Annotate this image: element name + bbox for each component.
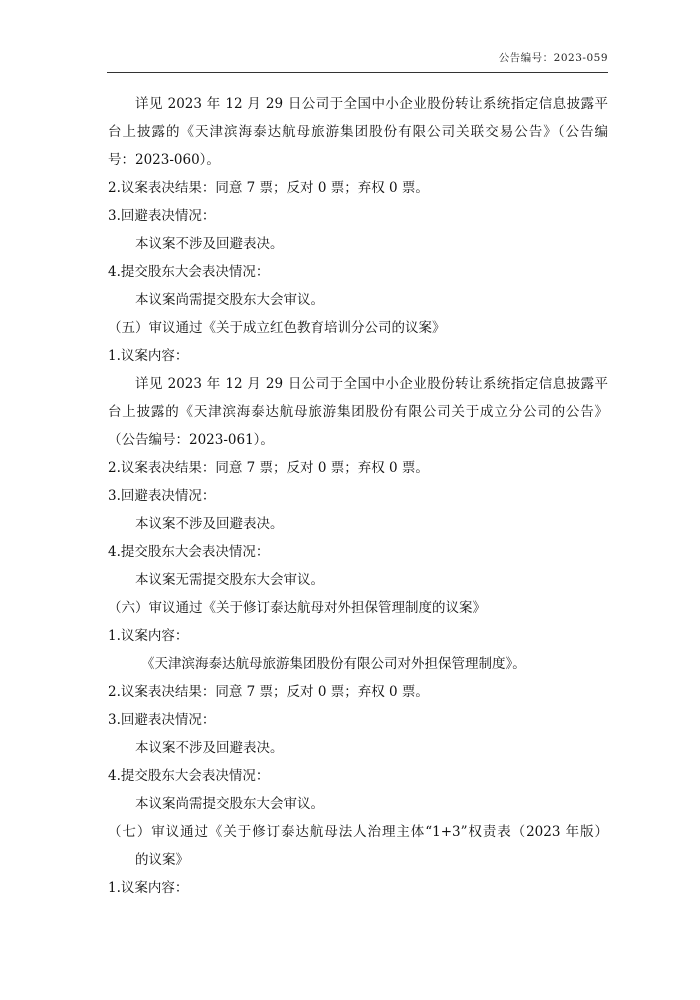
- section-title: （六）审议通过《关于修订泰达航母对外担保管理制度的议案》: [108, 600, 486, 616]
- paragraph-line: 详见 2023 年 12 月 29 日公司于全国中小企业股份转让系统指定信息披露平: [135, 96, 608, 112]
- recusal-text: 本议案不涉及回避表决。: [135, 740, 284, 756]
- content-label: 1.议案内容：: [108, 628, 189, 644]
- paragraph-line: 台上披露的《天津滨海泰达航母旅游集团股份有限公司关于成立分公司的公告》: [108, 404, 608, 420]
- vote-result: 2.议案表决结果：同意 7 票；反对 0 票；弃权 0 票。: [108, 180, 429, 196]
- content-text: 《天津滨海泰达航母旅游集团股份有限公司对外担保管理制度》。: [141, 656, 526, 672]
- vote-result: 2.议案表决结果：同意 7 票；反对 0 票；弃权 0 票。: [108, 684, 429, 700]
- paragraph-line: 号：2023-060）。: [108, 152, 220, 168]
- submit-text: 本议案尚需提交股东大会审议。: [135, 292, 324, 308]
- content-label: 1.议案内容：: [108, 880, 189, 896]
- paragraph-line: 详见 2023 年 12 月 29 日公司于全国中小企业股份转让系统指定信息披露平: [135, 376, 608, 392]
- submit-label: 4.提交股东大会表决情况：: [108, 544, 270, 560]
- header-divider: [107, 72, 608, 73]
- paragraph-line: 台上披露的《天津滨海泰达航母旅游集团股份有限公司关联交易公告》（公告编: [108, 124, 608, 140]
- recusal-text: 本议案不涉及回避表决。: [135, 516, 284, 532]
- submit-text: 本议案尚需提交股东大会审议。: [135, 796, 324, 812]
- document-body: [108, 90, 608, 902]
- recusal-label: 3.回避表决情况：: [108, 208, 216, 224]
- submit-text: 本议案无需提交股东大会审议。: [135, 572, 324, 588]
- section-title: （五）审议通过《关于成立红色教育培训分公司的议案》: [108, 320, 446, 336]
- section-title-continued: 的议案》: [135, 852, 189, 868]
- content-label: 1.议案内容：: [108, 348, 189, 364]
- announcement-code: 公告编号：2023-059: [498, 52, 608, 64]
- submit-label: 4.提交股东大会表决情况：: [108, 264, 270, 280]
- submit-label: 4.提交股东大会表决情况：: [108, 768, 270, 784]
- recusal-label: 3.回避表决情况：: [108, 488, 216, 504]
- recusal-label: 3.回避表决情况：: [108, 712, 216, 728]
- vote-result: 2.议案表决结果：同意 7 票；反对 0 票；弃权 0 票。: [108, 460, 429, 476]
- section-title: （七）审议通过《关于修订泰达航母法人治理主体“1+3”权责表（2023 年版）: [108, 824, 608, 840]
- paragraph-line: （公告编号：2023-061）。: [108, 432, 274, 448]
- recusal-text: 本议案不涉及回避表决。: [135, 236, 284, 252]
